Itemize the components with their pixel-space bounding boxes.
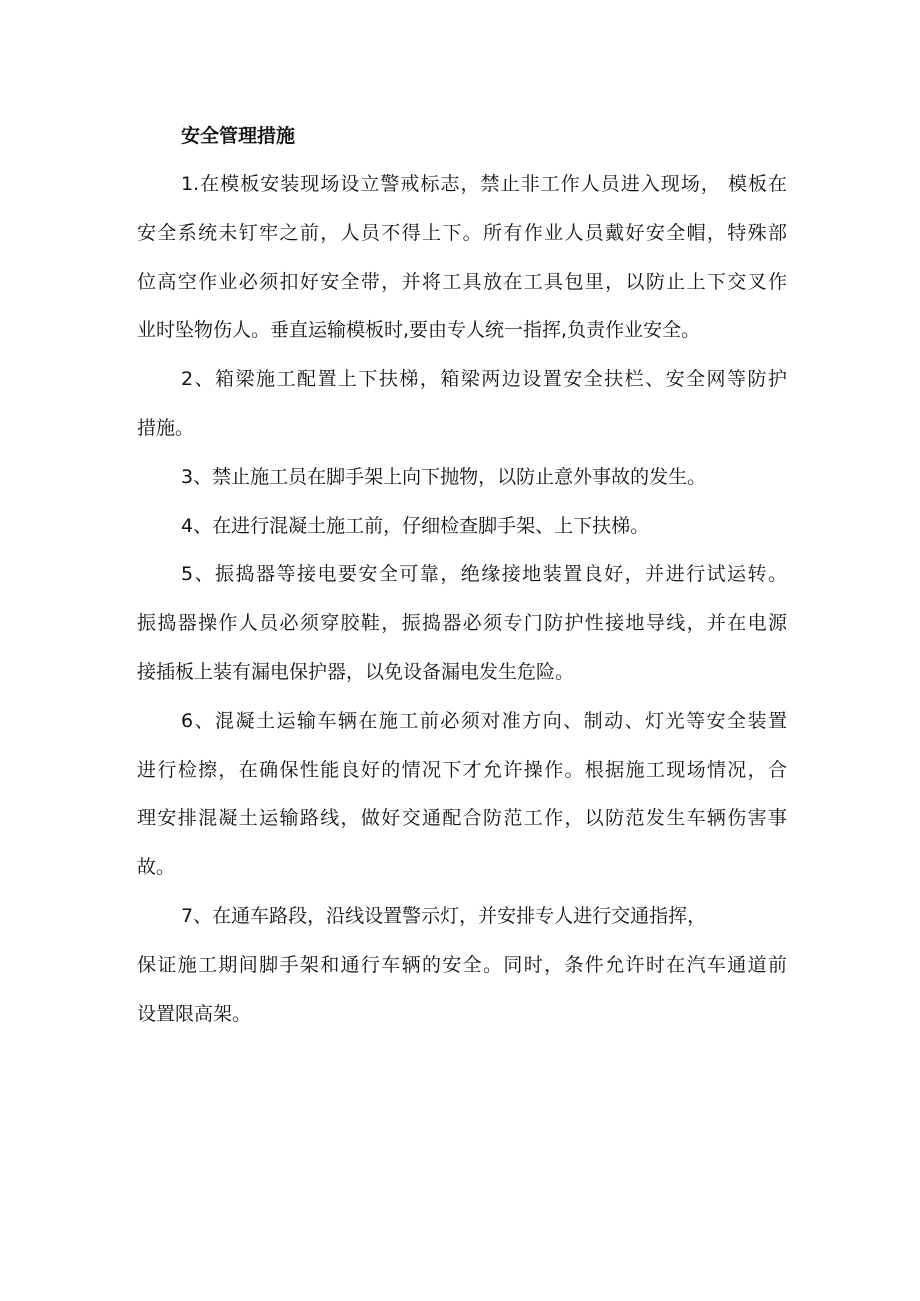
paragraph-7-line-2: 保证施工期间脚手架和通行车辆的安全。同时，条件允许时在汽车通道前: [137, 953, 787, 976]
paragraph-6-line-1: 6、混凝土运输车辆在施工前必须对准方向、制动、灯光等安全装置: [181, 709, 787, 732]
paragraph-6-line-4: 故。: [137, 856, 176, 879]
paragraph-6-line-3: 理安排混凝土运输路线，做好交通配合防范工作，以防范发生车辆伤害事: [137, 807, 787, 830]
document-body: [137, 112, 787, 1038]
paragraph-5-line-1: 5、振捣器等接电要安全可靠，绝缘接地装置良好，并进行试运转。: [181, 563, 787, 586]
paragraph-7-line-1: 7、在通车路段，沿线设置警示灯，并安排专人进行交通指挥，: [181, 904, 707, 927]
paragraph-2-line-2: 措施。: [137, 416, 195, 439]
paragraph-2-line-1: 2、箱梁施工配置上下扶梯，箱梁两边设置安全扶栏、安全网等防护: [181, 368, 787, 391]
paragraph-3-line-1: 3、禁止施工员在脚手架上向下抛物，以防止意外事故的发生。: [181, 465, 707, 488]
paragraph-1-line-1: 1.在模板安装现场设立警戒标志，禁止非工作人员进入现场， 模板在: [181, 173, 787, 195]
paragraph-1-line-3: 位高空作业必须扣好安全带，并将工具放在工具包里，以防止上下交叉作: [137, 270, 787, 293]
document-title: 安全管理措施: [181, 125, 296, 147]
paragraph-6-line-2: 进行检擦，在确保性能良好的情况下才允许操作。根据施工现场情况，合: [137, 758, 787, 781]
paragraph-5-line-3: 接插板上装有漏电保护器，以免设备漏电发生危险。: [137, 660, 575, 683]
paragraph-4-line-1: 4、在进行混凝土施工前，仔细检查脚手架、上下扶梯。: [181, 514, 650, 537]
paragraph-1-line-2: 安全系统未钉牢之前，人员不得上下。所有作业人员戴好安全帽，特殊部: [137, 221, 787, 244]
paragraph-1-line-4: 业时坠物伤人。垂直运输模板时,要由专人统一指挥,负责作业安全。: [137, 319, 701, 342]
paragraph-5-line-2: 振捣器操作人员必须穿胶鞋，振捣器必须专门防护性接地导线，并在电源: [137, 612, 787, 635]
paragraph-7-line-3: 设置限高架。: [137, 1002, 252, 1025]
